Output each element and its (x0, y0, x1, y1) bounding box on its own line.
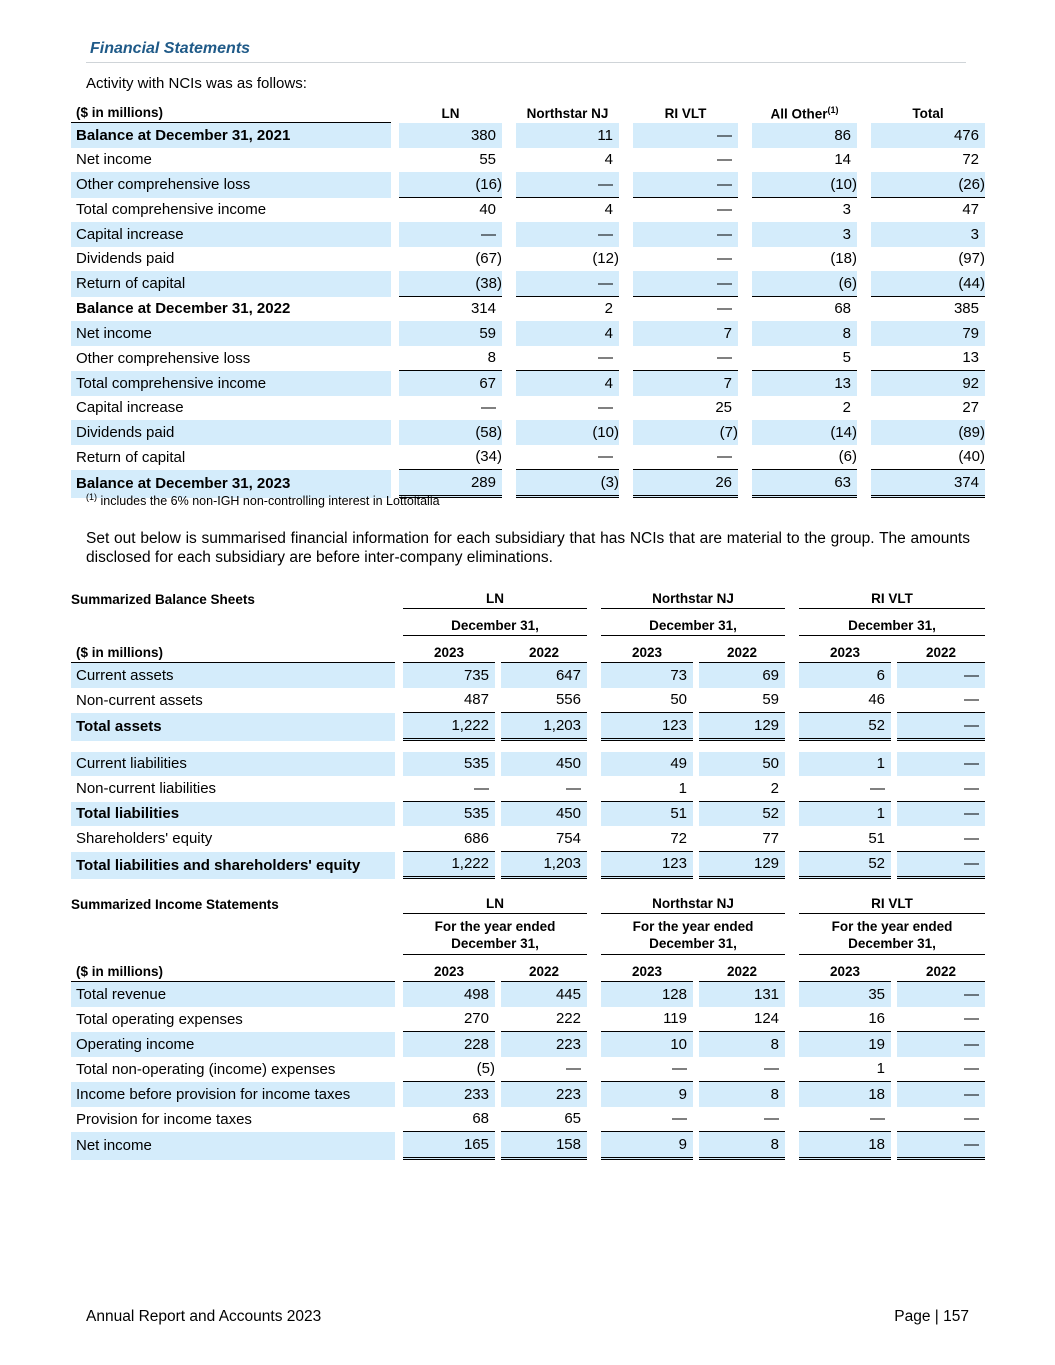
cell-value: 123 (601, 852, 693, 880)
year-header: 2023 (403, 636, 495, 663)
row-label: Shareholders' equity (76, 830, 213, 848)
table-row (71, 1007, 985, 1033)
row-label: Net income (71, 321, 391, 346)
cell-value: 10 (601, 1032, 693, 1057)
cell-value: — (481, 399, 496, 417)
group-header-northstar: Northstar NJ (601, 887, 785, 914)
row-label: Capital increase (76, 399, 184, 417)
cell-value: 73 (601, 663, 693, 688)
group-header-ln: LN (403, 887, 587, 914)
cell-value: (89) (871, 420, 985, 445)
col-header-total: Total (912, 106, 944, 121)
cell-value: 385 (953, 300, 979, 318)
cell-value: 25 (715, 399, 732, 417)
cell-value: 8 (699, 1032, 785, 1057)
cell-value: — (633, 172, 738, 198)
row-label: Balance at December 31, 2022 (76, 300, 291, 318)
table-row (71, 982, 985, 1007)
cell-value: — (897, 663, 985, 688)
row-label: Total operating expenses (76, 1010, 243, 1028)
cell-value: — (897, 826, 985, 852)
cell-value: (14) (752, 420, 857, 445)
cell-value: 119 (601, 1007, 693, 1033)
cell-value: — (633, 445, 738, 471)
table-row (71, 445, 985, 471)
cell-value: — (897, 688, 985, 714)
cell-value: 9 (601, 1082, 693, 1107)
cell-value: 223 (501, 1082, 587, 1107)
table-row (71, 1107, 985, 1133)
cell-value: 77 (699, 826, 785, 852)
cell-value: 158 (501, 1132, 587, 1160)
footer-report-title: Annual Report and Accounts 2023 (86, 1308, 322, 1325)
cell-value: 35 (799, 982, 891, 1007)
subheader-period: For the year ended December 31, (799, 914, 985, 955)
balance-title: Summarized Balance Sheets (71, 592, 255, 607)
table-row (71, 222, 985, 247)
cell-value: 69 (699, 663, 785, 688)
cell-value: 374 (871, 470, 985, 498)
cell-value: 3 (871, 222, 985, 247)
cell-value: — (897, 776, 985, 802)
cell-value: 1 (799, 1057, 891, 1083)
table-row (71, 826, 985, 852)
cell-value: 1 (799, 802, 891, 827)
cell-value: 52 (799, 713, 891, 741)
row-label: Net income (71, 1132, 395, 1160)
cell-value: 131 (699, 982, 785, 1007)
table-row (71, 1132, 985, 1160)
cell-value: 4 (604, 151, 613, 169)
cell-value: — (598, 399, 613, 417)
col-header-all-other: All Other$^{(1)}$ (770, 104, 839, 121)
table-row (71, 123, 985, 148)
cell-value: — (897, 852, 985, 880)
cell-value: 124 (699, 1007, 785, 1033)
table-row (71, 1057, 985, 1083)
cell-value: 165 (403, 1132, 495, 1160)
unit-label: ($ in millions) (71, 955, 395, 982)
cell-value: 13 (871, 346, 985, 372)
unit-label: ($ in millions) (71, 636, 395, 663)
table-row (71, 663, 985, 688)
year-header: 2022 (501, 636, 587, 663)
cell-value: 535 (403, 802, 495, 827)
cell-value: (18) (830, 250, 857, 268)
table-row (71, 688, 985, 714)
cell-value: 19 (799, 1032, 891, 1057)
cell-value: 67 (399, 371, 502, 396)
cell-value: (6) (752, 445, 857, 471)
cell-value: 92 (871, 371, 985, 396)
cell-value: 129 (699, 852, 785, 880)
table-row (71, 247, 985, 272)
subheader-date: December 31, (403, 609, 587, 636)
cell-value: (44) (871, 271, 985, 297)
cell-value: 3 (842, 201, 851, 219)
cell-value: (26) (871, 172, 985, 198)
cell-value: 7 (633, 321, 738, 346)
cell-value: 476 (871, 123, 985, 148)
cell-value: 270 (403, 1007, 495, 1033)
year-header: 2023 (799, 955, 891, 982)
cell-value: (6) (752, 271, 857, 297)
cell-value: (58) (399, 420, 502, 445)
cell-value: 2 (604, 300, 613, 318)
cell-value: — (633, 346, 738, 372)
cell-value: 51 (799, 826, 891, 852)
col-header-rivlt: RI VLT (664, 106, 707, 121)
cell-value: 50 (601, 688, 693, 714)
col-header-ln: LN (441, 106, 460, 121)
row-label: Return of capital (76, 448, 186, 466)
cell-value: 68 (834, 300, 851, 318)
cell-value: — (501, 776, 587, 802)
cell-value: — (516, 346, 619, 372)
cell-value: 55 (479, 151, 496, 169)
cell-value: 1 (601, 776, 693, 802)
intro-text: Activity with NCIs was as follows: (86, 75, 307, 92)
cell-value: 535 (403, 752, 495, 777)
table-row (71, 802, 985, 827)
row-label: Total liabilities (71, 802, 395, 827)
cell-value: 18 (799, 1132, 891, 1160)
row-label: Current assets (71, 663, 395, 688)
table-row (71, 852, 985, 880)
cell-value: 5 (752, 346, 857, 372)
group-header-ln: LN (403, 582, 587, 609)
cell-value: (67) (475, 250, 502, 268)
cell-value: 647 (501, 663, 587, 688)
cell-value: 13 (752, 371, 857, 396)
cell-value: — (699, 1107, 785, 1133)
cell-value: 1,222 (403, 713, 495, 741)
group-header-northstar: Northstar NJ (601, 582, 785, 609)
cell-value: — (699, 1057, 785, 1083)
cell-value: — (501, 1057, 587, 1083)
table-row (71, 776, 985, 802)
cell-value: 68 (403, 1107, 495, 1133)
cell-value: 8 (699, 1132, 785, 1160)
cell-value: 445 (501, 982, 587, 1007)
explanatory-paragraph: Set out below is summarised financial information for each subsidiary that has NCIs that are material to the group. The amounts disclosed for each subsidiary are before inter-company eliminations. (86, 530, 970, 566)
table-row (71, 297, 985, 322)
cell-value: 4 (604, 201, 613, 219)
cell-value: — (403, 776, 495, 802)
table-row (71, 172, 985, 198)
cell-value: — (516, 172, 619, 198)
table-row (71, 148, 985, 173)
row-label: Other comprehensive loss (76, 349, 251, 367)
cell-value: 223 (501, 1032, 587, 1057)
cell-value: 11 (516, 123, 619, 148)
cell-value: (97) (958, 250, 985, 268)
cell-value: 123 (601, 713, 693, 741)
cell-value: — (897, 713, 985, 741)
cell-value: (3) (516, 470, 619, 498)
subheader-date: December 31, (799, 609, 985, 636)
cell-value: — (799, 776, 891, 802)
cell-value: (7) (633, 420, 738, 445)
cell-value: — (717, 151, 732, 169)
subheader-period: For the year ended December 31, (601, 914, 785, 955)
footer-page-number: Page | 157 (894, 1308, 969, 1325)
row-label: Balance at December 31, 2021 (71, 123, 391, 148)
cell-value: 27 (962, 399, 979, 417)
cell-value: — (633, 123, 738, 148)
cell-value: 735 (403, 663, 495, 688)
table-row (71, 346, 985, 372)
cell-value: — (897, 1107, 985, 1133)
cell-value: 4 (516, 371, 619, 396)
table-row (71, 198, 985, 223)
cell-value: 72 (962, 151, 979, 169)
row-label: Return of capital (71, 271, 391, 297)
table-row (71, 321, 985, 346)
cell-value: 380 (399, 123, 502, 148)
cell-value: 63 (752, 470, 857, 498)
cell-value: — (399, 222, 502, 247)
row-label: Total revenue (71, 982, 395, 1007)
cell-value: 498 (403, 982, 495, 1007)
cell-value: 72 (601, 826, 693, 852)
cell-value: 1,222 (403, 852, 495, 880)
row-label: Non-current liabilities (76, 780, 217, 798)
row-label: Capital increase (71, 222, 391, 247)
cell-value: 59 (399, 321, 502, 346)
cell-value: 14 (834, 151, 851, 169)
cell-value: 18 (799, 1082, 891, 1107)
table-row (71, 396, 985, 421)
cell-value: — (601, 1057, 693, 1083)
year-header: 2022 (501, 955, 587, 982)
unit-label: ($ in millions) (71, 96, 391, 123)
year-header: 2022 (699, 955, 785, 982)
cell-value: 222 (501, 1007, 587, 1033)
cell-value: 79 (871, 321, 985, 346)
cell-value: 233 (403, 1082, 495, 1107)
row-label: Operating income (71, 1032, 395, 1057)
cell-value: — (897, 1132, 985, 1160)
cell-value: 487 (403, 688, 495, 714)
row-label: Dividends paid (76, 250, 175, 268)
footnote: $^{(1)}$ includes the 6% non-IGH non-controlling interest in Lottoitalia (86, 492, 440, 509)
cell-value: (5) (403, 1057, 495, 1083)
cell-value: 52 (799, 852, 891, 880)
row-label: Total comprehensive income (71, 371, 391, 396)
row-label: Income before provision for income taxes (71, 1082, 395, 1107)
cell-value: 52 (699, 802, 785, 827)
table-row (71, 752, 985, 777)
subheader-date: December 31, (601, 609, 785, 636)
cell-value: 47 (962, 201, 979, 219)
cell-value: 2 (699, 776, 785, 802)
nci-activity-table (71, 96, 985, 498)
row-label: Total comprehensive income (76, 201, 267, 219)
cell-value: — (516, 222, 619, 247)
cell-value: — (516, 271, 619, 297)
group-header-rivlt: RI VLT (799, 582, 985, 609)
cell-value: 8 (752, 321, 857, 346)
cell-value: — (799, 1107, 891, 1133)
cell-value: 450 (501, 802, 587, 827)
cell-value: 9 (601, 1132, 693, 1160)
year-header: 2023 (403, 955, 495, 982)
row-label: Non-current assets (76, 691, 203, 709)
cell-value: 26 (633, 470, 738, 498)
cell-value: 1,203 (501, 852, 587, 880)
cell-value: — (897, 802, 985, 827)
cell-value: 46 (799, 688, 891, 714)
year-header: 2023 (799, 636, 891, 663)
cell-value: 128 (601, 982, 693, 1007)
header-divider (86, 62, 966, 63)
table-row (71, 420, 985, 445)
section-title: Financial Statements (90, 40, 251, 57)
cell-value: — (633, 271, 738, 297)
cell-value: — (897, 752, 985, 777)
cell-value: (12) (592, 250, 619, 268)
row-label: Other comprehensive loss (71, 172, 391, 198)
cell-value: (38) (399, 271, 502, 297)
cell-value: 129 (699, 713, 785, 741)
table-row (71, 271, 985, 297)
row-label: Current liabilities (71, 752, 395, 777)
cell-value: 4 (516, 321, 619, 346)
cell-value: 49 (601, 752, 693, 777)
cell-value: 314 (470, 300, 496, 318)
cell-value: (34) (399, 445, 502, 471)
cell-value: 8 (699, 1082, 785, 1107)
table-row (71, 1082, 985, 1107)
cell-value: (10) (516, 420, 619, 445)
cell-value: 86 (752, 123, 857, 148)
cell-value: — (717, 250, 732, 268)
cell-value: 65 (501, 1107, 587, 1133)
cell-value: 7 (633, 371, 738, 396)
year-header: 2023 (601, 636, 693, 663)
row-label: Balance at December 31, 2023 (71, 470, 391, 498)
cell-value: 686 (403, 826, 495, 852)
cell-value: — (897, 1057, 985, 1083)
subheader-period: For the year ended December 31, (403, 914, 587, 955)
cell-value: 50 (699, 752, 785, 777)
cell-value: — (897, 982, 985, 1007)
income-title: Summarized Income Statements (71, 897, 279, 912)
col-header-northstar: Northstar NJ (526, 106, 609, 121)
cell-value: 1,203 (501, 713, 587, 741)
row-label: Total assets (71, 713, 395, 741)
income-statement-table (71, 887, 985, 1160)
table-row (71, 371, 985, 396)
group-header-rivlt: RI VLT (799, 887, 985, 914)
cell-value: 3 (752, 222, 857, 247)
cell-value: (40) (871, 445, 985, 471)
year-header: 2023 (601, 955, 693, 982)
cell-value: — (516, 445, 619, 471)
cell-value: 16 (799, 1007, 891, 1033)
cell-value: — (897, 1032, 985, 1057)
table-row (71, 1032, 985, 1057)
cell-value: 8 (399, 346, 502, 372)
cell-value: 2 (842, 399, 851, 417)
balance-sheet-table (71, 582, 985, 879)
cell-value: (10) (752, 172, 857, 198)
cell-value: 59 (699, 688, 785, 714)
cell-value: (16) (399, 172, 502, 198)
cell-value: 450 (501, 752, 587, 777)
cell-value: 228 (403, 1032, 495, 1057)
year-header: 2022 (699, 636, 785, 663)
cell-value: 289 (399, 470, 502, 498)
cell-value: 51 (601, 802, 693, 827)
cell-value: — (897, 1082, 985, 1107)
cell-value: — (601, 1107, 693, 1133)
row-label: Total non-operating (income) expenses (76, 1060, 336, 1078)
cell-value: 754 (501, 826, 587, 852)
year-header: 2022 (897, 955, 985, 982)
cell-value: — (717, 300, 732, 318)
cell-value: 6 (799, 663, 891, 688)
cell-value: — (897, 1007, 985, 1033)
cell-value: — (717, 201, 732, 219)
year-header: 2022 (897, 636, 985, 663)
cell-value: 556 (501, 688, 587, 714)
row-label: Provision for income taxes (76, 1110, 252, 1128)
cell-value: 40 (479, 201, 496, 219)
table-row (71, 713, 985, 741)
cell-value: — (633, 222, 738, 247)
row-label: Total liabilities and shareholders' equity (71, 852, 395, 880)
cell-value: 1 (799, 752, 891, 777)
row-label: Dividends paid (71, 420, 391, 445)
row-label: Net income (76, 151, 152, 169)
